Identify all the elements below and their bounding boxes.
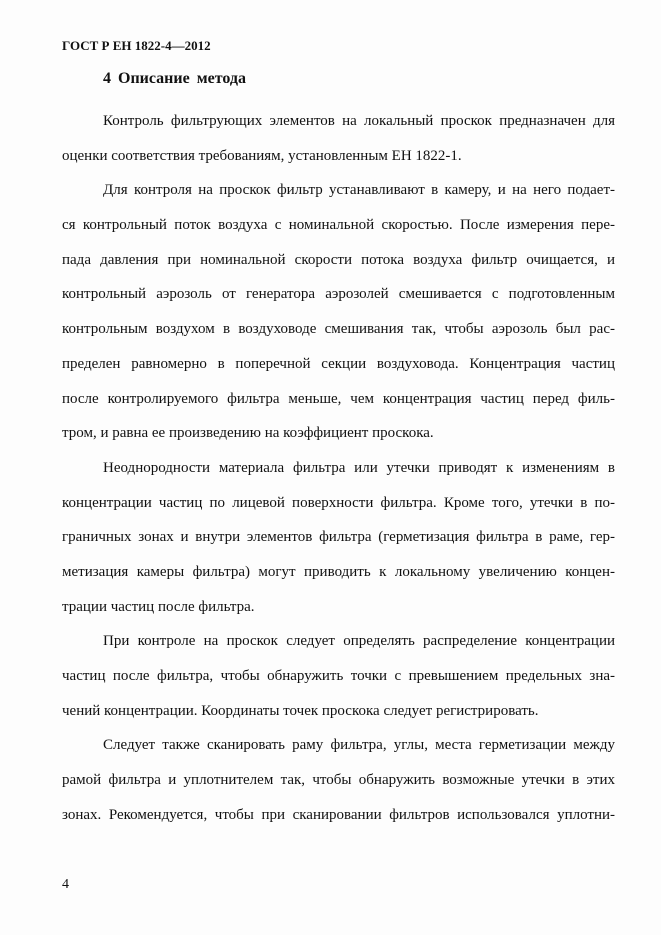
text-line: Неоднородности материала фильтра или утечки приводят к изменениям в (103, 459, 615, 476)
page-number: 4 (62, 877, 69, 892)
text-line: граничных зонах и внутри элементов фильтра (герметизация фильтра в раме, гер- (62, 529, 615, 546)
document-header: ГОСТ Р ЕН 1822-4—2012 (62, 38, 211, 53)
paragraph (62, 111, 615, 180)
text-line: трации частиц после фильтра. (62, 598, 255, 615)
text-line: метизация камеры фильтра) могут приводить к локальному увеличению концен- (62, 563, 615, 580)
text-line: Следует также сканировать раму фильтра, углы, места герметизации между (103, 737, 615, 754)
paragraph (62, 631, 615, 735)
text-line: ся контрольный поток воздуха с номинальной скоростью. После измерения пере- (62, 217, 615, 234)
paragraph (62, 735, 615, 839)
text-line: Контроль фильтрующих элементов на локальный проскок предназначен для (103, 113, 615, 129)
text-line: пада давления при номинальной скорости потока воздуха фильтр очищается, и (62, 251, 615, 268)
text-line: пределен равномерно в поперечной секции воздуховода. Концентрация частиц (62, 355, 615, 372)
section-title: 4 Описание метода (103, 70, 246, 87)
paragraph (62, 180, 615, 458)
text-line: контрольный аэрозоль от генератора аэрозолей смешивается с подготовленным (62, 286, 615, 303)
text-line: частиц после фильтра, чтобы обнаружить точки с превышением предельных зна- (62, 668, 615, 684)
paragraph (62, 458, 615, 631)
text-line: оценки соответствия требованиям, установленным ЕН 1822-1. (62, 147, 462, 164)
text-line: контрольным воздухом в воздуховоде смешивания так, чтобы аэрозоль был рас- (62, 321, 615, 338)
text-line: При контроле на проскок следует определять распределение концентрации (103, 633, 615, 650)
text-line: зонах. Рекомендуется, чтобы при сканировании фильтров использовался уплотни- (62, 806, 615, 823)
text-line: концентрации частиц по лицевой поверхности фильтра. Кроме того, утечки в по- (62, 494, 615, 511)
text-line: Для контроля на проскок фильтр устанавливают в камеру, и на него подает- (103, 182, 615, 199)
document-body (62, 111, 615, 839)
text-line: чений концентрации. Координаты точек проскока следует регистрировать. (62, 702, 539, 719)
text-line: рамой фильтра и уплотнителем так, чтобы обнаружить возможные утечки в этих (62, 772, 615, 789)
text-line: тром, и равна ее произведению на коэффициент проскока. (62, 425, 434, 442)
text-line: после контролируемого фильтра меньше, чем концентрация частиц перед филь- (62, 390, 615, 407)
